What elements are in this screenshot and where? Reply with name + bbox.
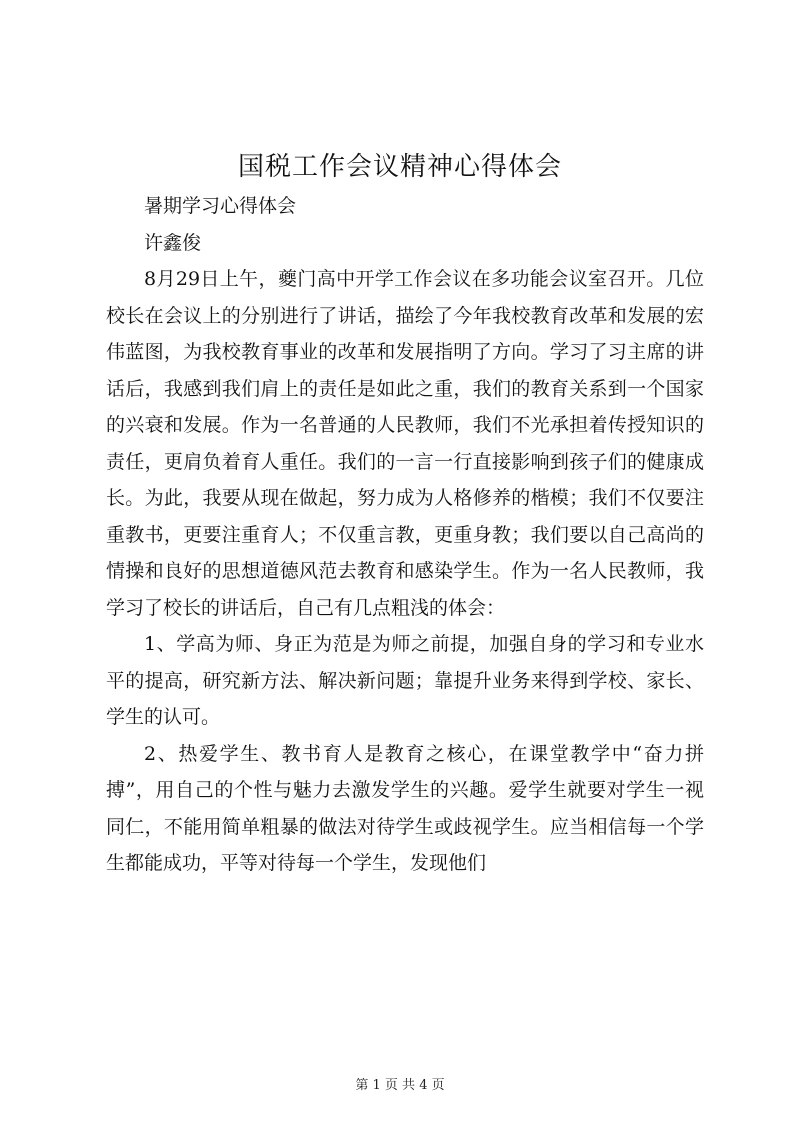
subtitle-paragraph: 暑期学习心得体会	[144, 195, 297, 217]
body-paragraph: 2、热爱学生、教书育人是教育之核心，在课堂教学中“奋力拼搏”，用自己的个性与魅力去激发学生的兴趣。爱学生就要对学生一视同仁，不能用简单粗暴的做法对待学生或歧视学生。应当相信每一个学生都能成功，平等对待每一个学生，发现他们	[106, 742, 704, 874]
body-paragraph: 1、学高为师、身正为范是为师之前提，加强自身的学习和专业水平的提高，研究新方法、解决新问题；靠提升业务来得到学校、家长、学生的认可。	[106, 633, 704, 728]
document-body	[106, 188, 704, 882]
page-footer: 第 1 页 共 4 页	[355, 1078, 445, 1093]
body-paragraph: 8月29日上午，夔门高中开学工作会议在多功能会议室召开。几位校长在会议上的分别进行了讲话，描绘了今年我校教育改革和发展的宏伟蓝图，为我校教育事业的改革和发展指明了方向。学习了习主席的讲话后，我感到我们肩上的责任是如此之重，我们的教育关系到一个国家的兴衰和发展。作为一名普通的人民教师，我们不光承担着传授知识的责任，更肩负着育人重任。我们的一言一行直接影响到孩子们的健康成长。为此，我要从现在做起，努力成为人格修养的楷模；我们不仅要注重教书，更要注重育人；不仅重言教，更重身教；我们要以自己高尚的情操和良好的思想道德风范去教育和感染学生。作为一名人民教师，我学习了校长的讲话后，自己有几点粗浅的体会：	[106, 268, 704, 619]
author-paragraph: 许鑫俊	[144, 231, 202, 254]
document-title: 国税工作会议精神心得体会	[237, 152, 562, 182]
